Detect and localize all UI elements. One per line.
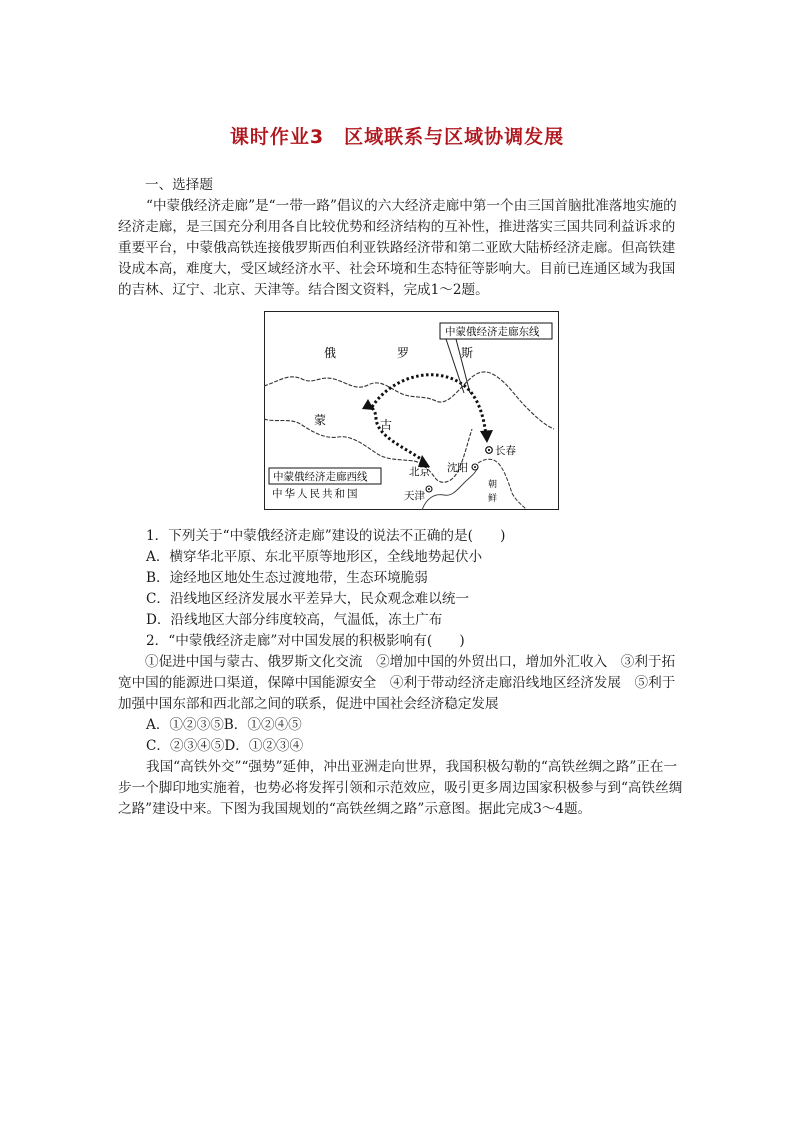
map-label: 斯: [461, 346, 474, 360]
question-1-option-a: A．横穿华北平原、东北平原等地形区，全线地势起伏小: [146, 549, 483, 565]
map-label: 古: [380, 418, 393, 432]
map-label: 长春: [495, 445, 516, 457]
corridor-map: [264, 311, 559, 510]
question-2-option-ab: A．①②③⑤B．①②④⑤: [146, 717, 302, 733]
intro-paragraph: “中蒙俄经济走廊”是“一带一路”倡议的六大经济走廊中第一个由三国首脑批准落地实施的经济走廊，是三国充分利用各自比较优势和经济结构的互补性，推进落实三国共同利益诉求的重要平台，中蒙俄高铁连接俄罗斯西伯利亚铁路经济带和第二亚欧大陆桥经济走廊。但高铁建设成本高，难度大，受区域经济水平、社会环境和生态特征等影响大。目前已连通区域为我国的吉林、辽宁、北京、天津等。结合图文资料，完成1～2题。: [118, 198, 677, 298]
map-label: 朝: [488, 480, 498, 490]
map-label: 沈阳: [447, 462, 468, 474]
map-label: 北京: [409, 466, 430, 478]
question-1-option-c: C．沿线地区经济发展水平差异大，民众观念难以统一: [146, 591, 470, 607]
question-2-stem: 2．“中蒙俄经济走廊”对中国发展的积极影响有( ): [146, 633, 465, 649]
west-line-label: 中蒙俄经济走廊西线: [273, 471, 368, 483]
map-label: 罗: [397, 346, 410, 360]
map-label: 蒙: [314, 413, 327, 427]
question-2-statements: ①促进中国与蒙古、俄罗斯文化交流 ②增加中国的外贸出口，增加外汇收入 ③利于拓宽中国的能源进口渠道，保障中国能源安全 ④利于带动经济走廊沿线地区经济发展 ⑤利于加强中国东部和西北部之间的联系，促进中国社会经济稳定发展: [118, 654, 676, 712]
material-paragraph: 我国“高铁外交”“强势”延伸，冲出亚洲走向世界，我国积极勾勒的“高铁丝绸之路”正在一步一个脚印地实施着，也势必将发挥引领和示范效应，吸引更多周边国家积极参与到“高铁丝绸之路”建设中来。下图为我国规划的“高铁丝绸之路”示意图。据此完成3～4题。: [118, 759, 683, 817]
map-label: 鲜: [488, 494, 498, 504]
section-heading: 一、选择题: [145, 177, 213, 193]
question-1-option-b: B．途经地区地处生态过渡地带，生态环境脆弱: [146, 570, 428, 586]
map-label: 俄: [324, 346, 337, 360]
question-1-option-d: D．沿线地区大部分纬度较高，气温低，冻土广布: [146, 612, 443, 628]
map-label: 中华人民共和国: [272, 488, 360, 500]
map-label: 天津: [404, 490, 425, 502]
question-1-stem: 1．下列关于“中蒙俄经济走廊”建设的说法不正确的是( ): [146, 528, 506, 544]
page-title: 课时作业3 区域联系与区域协调发展: [229, 126, 565, 148]
question-2-option-cd: C．②③④⑤D．①②③④: [146, 738, 304, 754]
east-line-label: 中蒙俄经济走廊东线: [445, 326, 540, 338]
